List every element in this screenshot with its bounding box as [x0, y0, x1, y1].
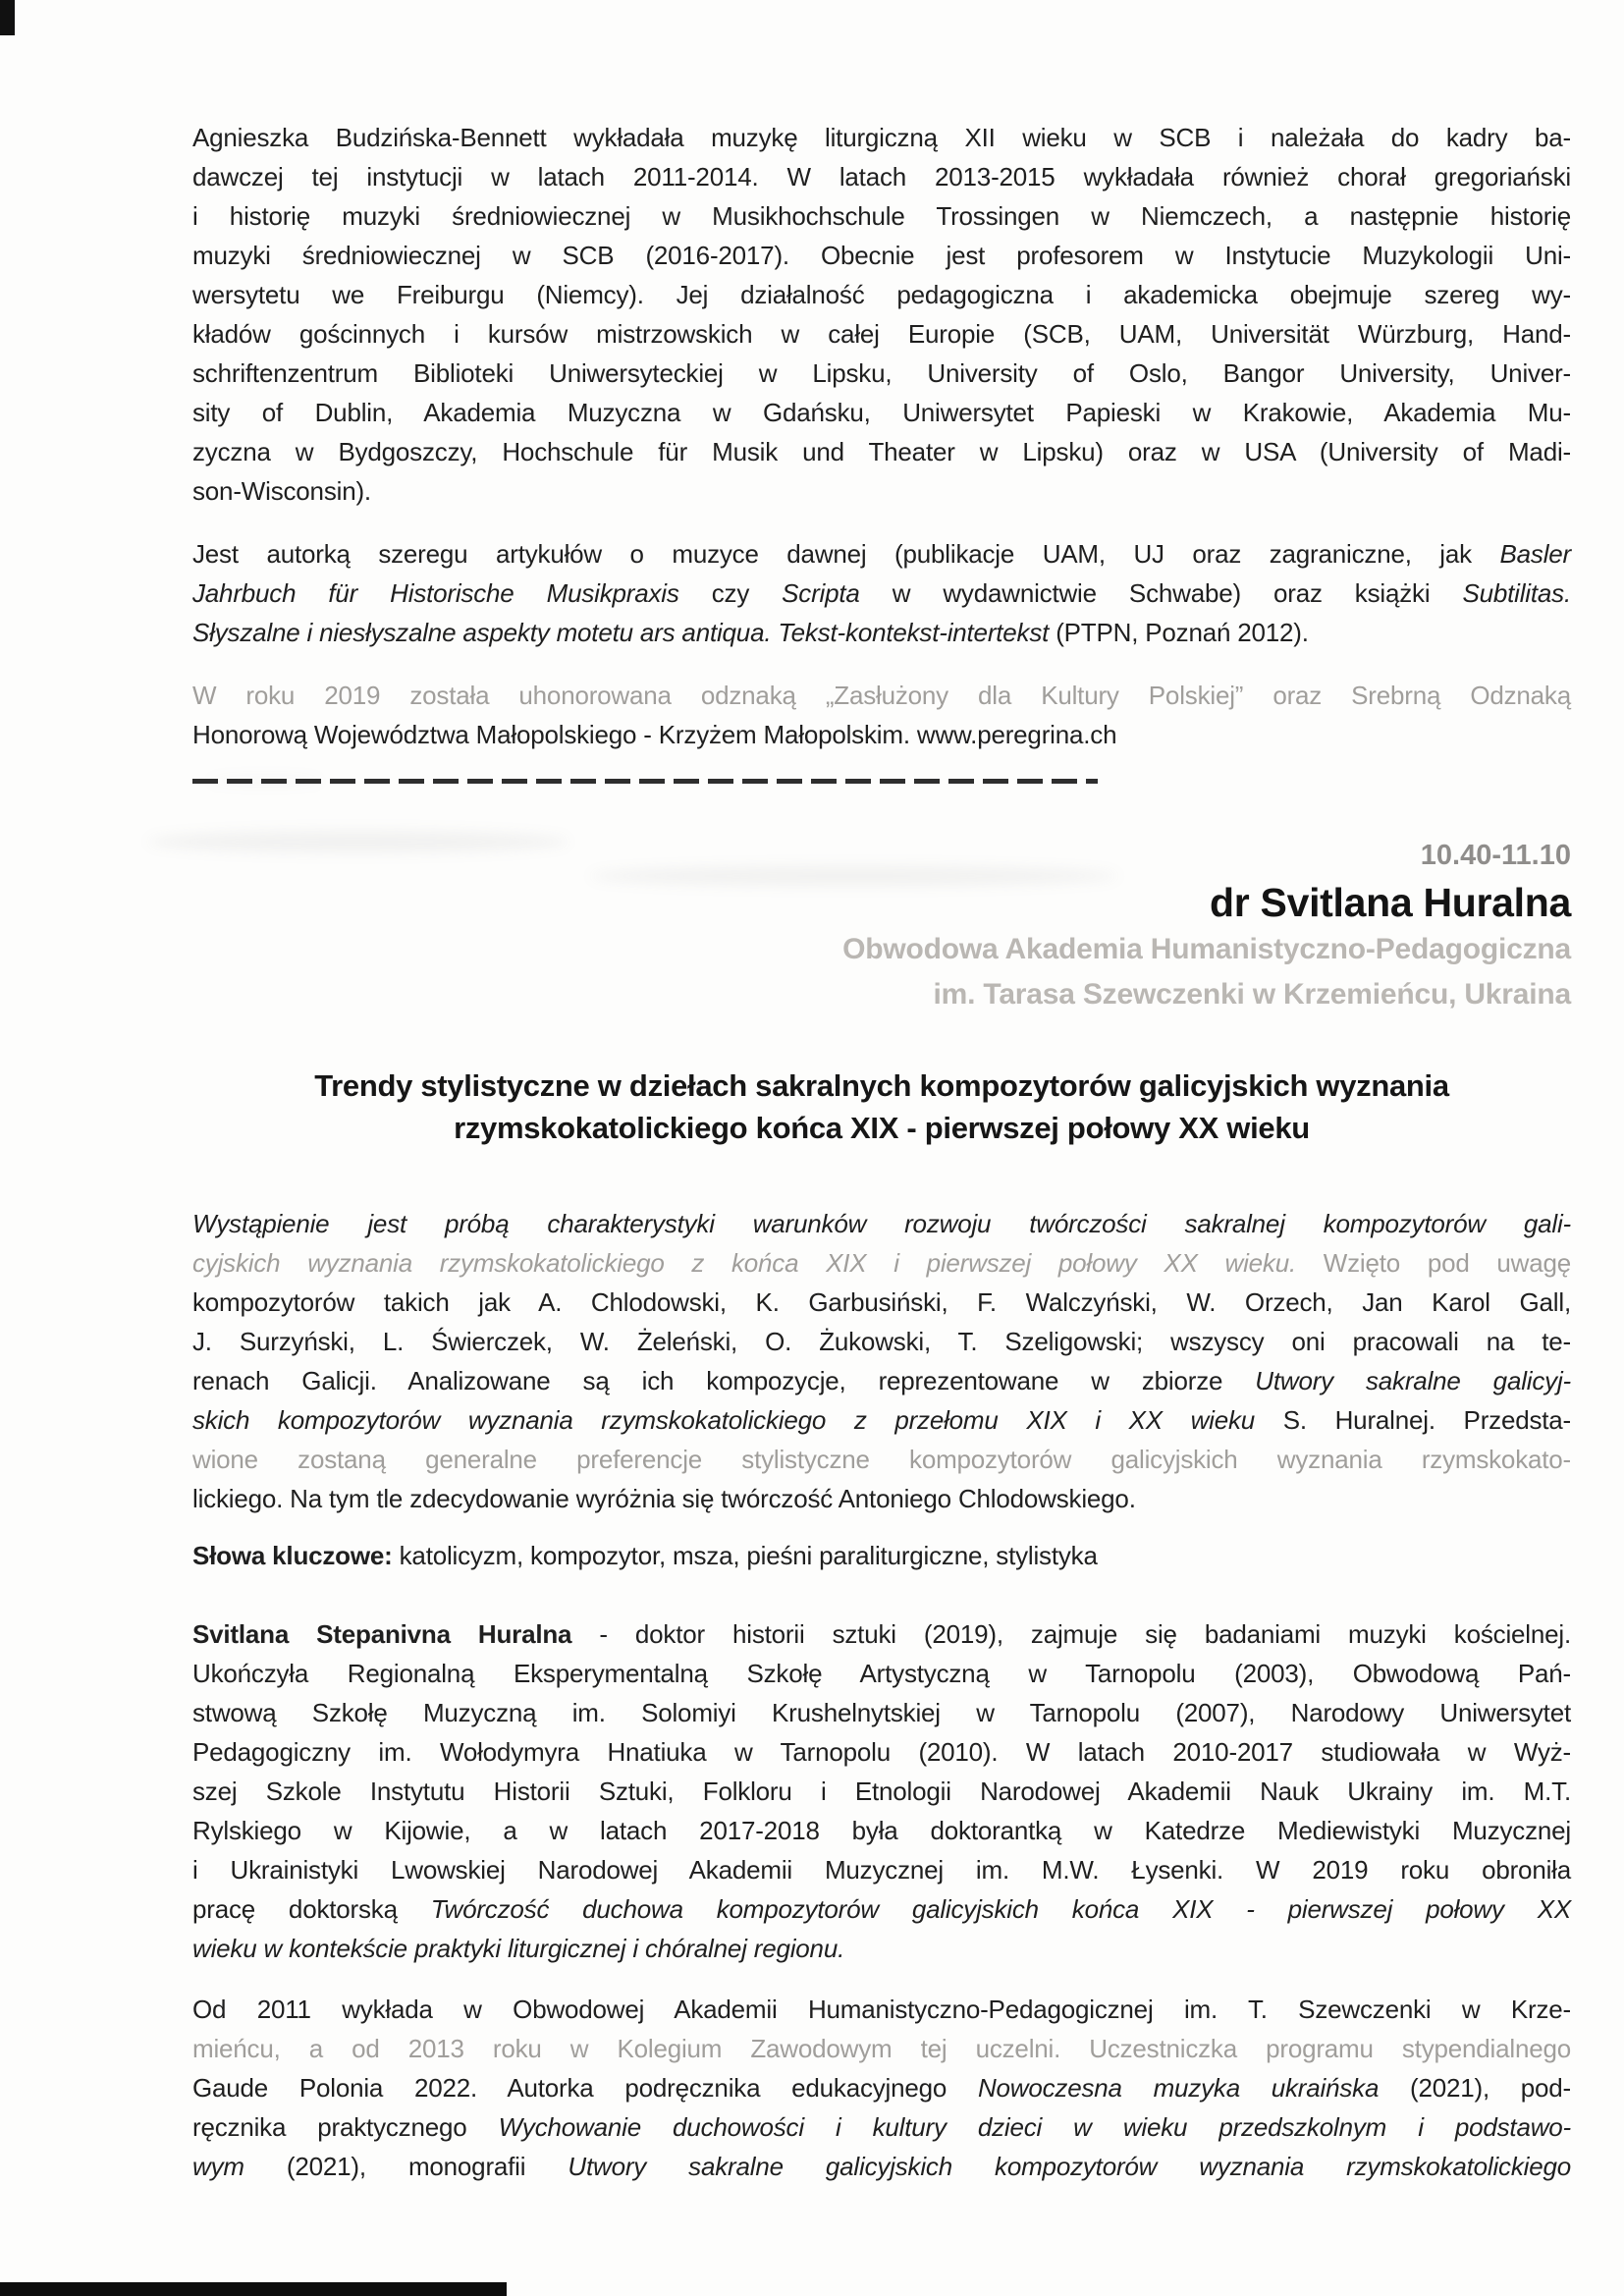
text-line: schriftenzentrum Biblioteki Uniwersyteckiej w Lipsku, University of Oslo, Bangor University, Univer-	[192, 358, 1571, 388]
keywords-line	[192, 1536, 1571, 1575]
text-line: Agnieszka Budzińska-Bennett wykładała muzykę liturgiczną XII wieku w SCB i należała do kadry ba-	[192, 123, 1571, 152]
text-line: Od 2011 wykłada w Obwodowej Akademii Humanistyczno-Pedagogicznej im. T. Szewczenki w Krze-	[192, 1995, 1571, 2024]
scan-artifact-top-left	[0, 0, 15, 35]
text-line: Słowa kluczowe: katolicyzm, kompozytor, msza, pieśni paraliturgiczne, stylistyka	[192, 1541, 1098, 1570]
text-line: Svitlana Stepanivna Huralna - doktor historii sztuki (2019), zajmuje się badaniami muzyki kościelnej.	[192, 1619, 1571, 1649]
talk-title	[192, 1065, 1571, 1149]
session-header	[192, 837, 1571, 1017]
session-time: 10.40-11.10	[1420, 840, 1571, 871]
text-line: cyjskich wyznania rzymskokatolickiego z końca XIX i pierwszej połowy XX wieku. Wzięto pod uwagę	[192, 1248, 1571, 1278]
text-line: Honorową Województwa Małopolskiego - Krzyżem Małopolskim. www.peregrina.ch	[192, 720, 1117, 749]
text-line: Jahrbuch für Historische Musikpraxis czy Scripta w wydawnictwie Schwabe) oraz książki Subtilitas.	[192, 578, 1571, 608]
text-line: lickiego. Na tym tle zdecydowanie wyróżnia się twórczość Antoniego Chlodowskiego.	[192, 1484, 1136, 1513]
scan-artifact-bottom-bar	[0, 2282, 507, 2296]
talk-title-line1: Trendy stylistyczne w dziełach sakralnych kompozytorów galicyjskich wyznania	[314, 1068, 1449, 1103]
text-line: Jest autorką szeregu artykułów o muzyce dawnej (publikacje UAM, UJ oraz zagraniczne, jak Basler	[192, 539, 1571, 569]
text-line: dawczej tej instytucji w latach 2011-2014. W latach 2013-2015 wykładała również chorał gregoriański	[192, 162, 1571, 191]
text-line: Wystąpienie jest próbą charakterystyki warunków rozwoju twórczości sakralnej kompozytorów gali-	[192, 1209, 1571, 1238]
speaker-affiliation-line2: im. Tarasa Szewczenki w Krzemieńcu, Ukraina	[933, 978, 1571, 1011]
text-line: son-Wisconsin).	[192, 476, 371, 506]
text-line: sity of Dublin, Akademia Muzyczna w Gdańsku, Uniwersytet Papieski w Krakowie, Akademia Mu-	[192, 398, 1571, 427]
speaker-name: dr Svitlana Huralna	[1210, 880, 1571, 925]
text-line: ręcznika praktycznego Wychowanie duchowości i kultury dzieci w wieku przedszkolnym i podstawo-	[192, 2112, 1572, 2142]
text-line: Rylskiego w Kijowie, a w latach 2017-2018 była doktorantką w Katedrze Mediewistyki Muzycznej	[192, 1816, 1571, 1845]
text-line: Ukończyła Regionalną Eksperymentalną Szkołę Artystyczną w Tarnopolu (2003), Obwodową Pań-	[192, 1659, 1571, 1688]
text-line: pracę doktorską Twórczość duchowa kompozytorów galicyjskich końca XIX - pierwszej połowy XX	[192, 1894, 1571, 1924]
text-line: Słyszalne i niesłyszalne aspekty motetu ars antiqua. Tekst-kontekst-intertekst (PTPN, Poznań 2012).	[192, 618, 1309, 647]
text-line: Pedagogiczny im. Wołodymyra Hnatiuka w Tarnopolu (2010). W latach 2010-2017 studiowała w Wyż-	[192, 1737, 1571, 1767]
talk-title-line2: rzymskokatolickiego końca XIX - pierwszej połowy XX wieku	[454, 1111, 1310, 1145]
text-line: wersytetu we Freiburgu (Niemcy). Jej działalność pedagogiczna i akademicka obejmuje szereg wy-	[192, 280, 1571, 309]
text-line: wym (2021), monografii Utwory sakralne galicyjskich kompozytorów wyznania rzymskokatolickiego	[192, 2152, 1571, 2181]
huralna-bio-paragraph-2	[192, 1990, 1571, 2186]
text-line: wieku w kontekście praktyki liturgicznej i chóralnej regionu.	[192, 1934, 845, 1963]
text-line: wione zostaną generalne preferencje stylistyczne kompozytorów galicyjskich wyznania rzymskokato-	[192, 1445, 1571, 1474]
budzinska-bio-paragraph-1	[192, 118, 1571, 511]
text-line: kładów gościnnych i kursów mistrzowskich w całej Europie (SCB, UAM, Universität Würzburg, Hand-	[192, 319, 1571, 349]
text-line: J. Surzyński, L. Świerczek, W. Żeleński, O. Żukowski, T. Szeligowski; wszyscy oni pracowali na te-	[192, 1327, 1571, 1356]
text-line: stwową Szkołę Muzyczną im. Solomiyi Krushelnytskiej w Tarnopolu (2007), Narodowy Uniwersytet	[192, 1698, 1571, 1727]
text-line: muzyki średniowiecznej w SCB (2016-2017). Obecnie jest profesorem w Instytucie Muzykologii Uni-	[192, 241, 1571, 270]
text-line: zyczna w Bydgoszczy, Hochschule für Musik und Theater w Lipsku) oraz w USA (University of Madi-	[192, 437, 1571, 466]
text-line: i historię muzyki średniowiecznej w Musikhochschule Trossingen w Niemczech, a następnie historię	[192, 201, 1571, 231]
text-line: kompozytorów takich jak A. Chlodowski, K. Garbusiński, F. Walczyński, W. Orzech, Jan Karol Gall,	[192, 1287, 1571, 1317]
speaker-affiliation-line1: Obwodowa Akademia Humanistyczno-Pedagogiczna	[842, 933, 1571, 965]
text-line: renach Galicji. Analizowane są ich kompozycje, reprezentowane w zbiorze Utwory sakralne galicyj-	[192, 1366, 1571, 1395]
talk-abstract	[192, 1204, 1571, 1518]
huralna-bio-paragraph-1	[192, 1614, 1571, 1968]
text-line: W roku 2019 została uhonorowana odznaką „Zasłużony dla Kultury Polskiej” oraz Srebrną Odznaką	[192, 681, 1571, 710]
text-line: skich kompozytorów wyznania rzymskokatolickiego z przełomu XIX i XX wieku S. Huralnej. Przedsta-	[192, 1405, 1572, 1435]
dashed-divider	[192, 779, 1098, 784]
budzinska-bio-paragraph-2	[192, 534, 1571, 652]
budzinska-bio-paragraph-3	[192, 676, 1571, 754]
text-line: Gaude Polonia 2022. Autorka podręcznika edukacyjnego Nowoczesna muzyka ukraińska (2021), pod-	[192, 2073, 1571, 2103]
text-line: szej Szkole Instytutu Historii Sztuki, Folkloru i Etnologii Narodowej Akademii Nauk Ukrainy im. M.T.	[192, 1777, 1571, 1806]
text-line: i Ukrainistyki Lwowskiej Narodowej Akademii Muzycznej im. M.W. Łysenki. W 2019 roku obroniła	[192, 1855, 1571, 1885]
text-line: mieńcu, a od 2013 roku w Kolegium Zawodowym tej uczelni. Uczestniczka programu stypendialnego	[192, 2034, 1571, 2063]
